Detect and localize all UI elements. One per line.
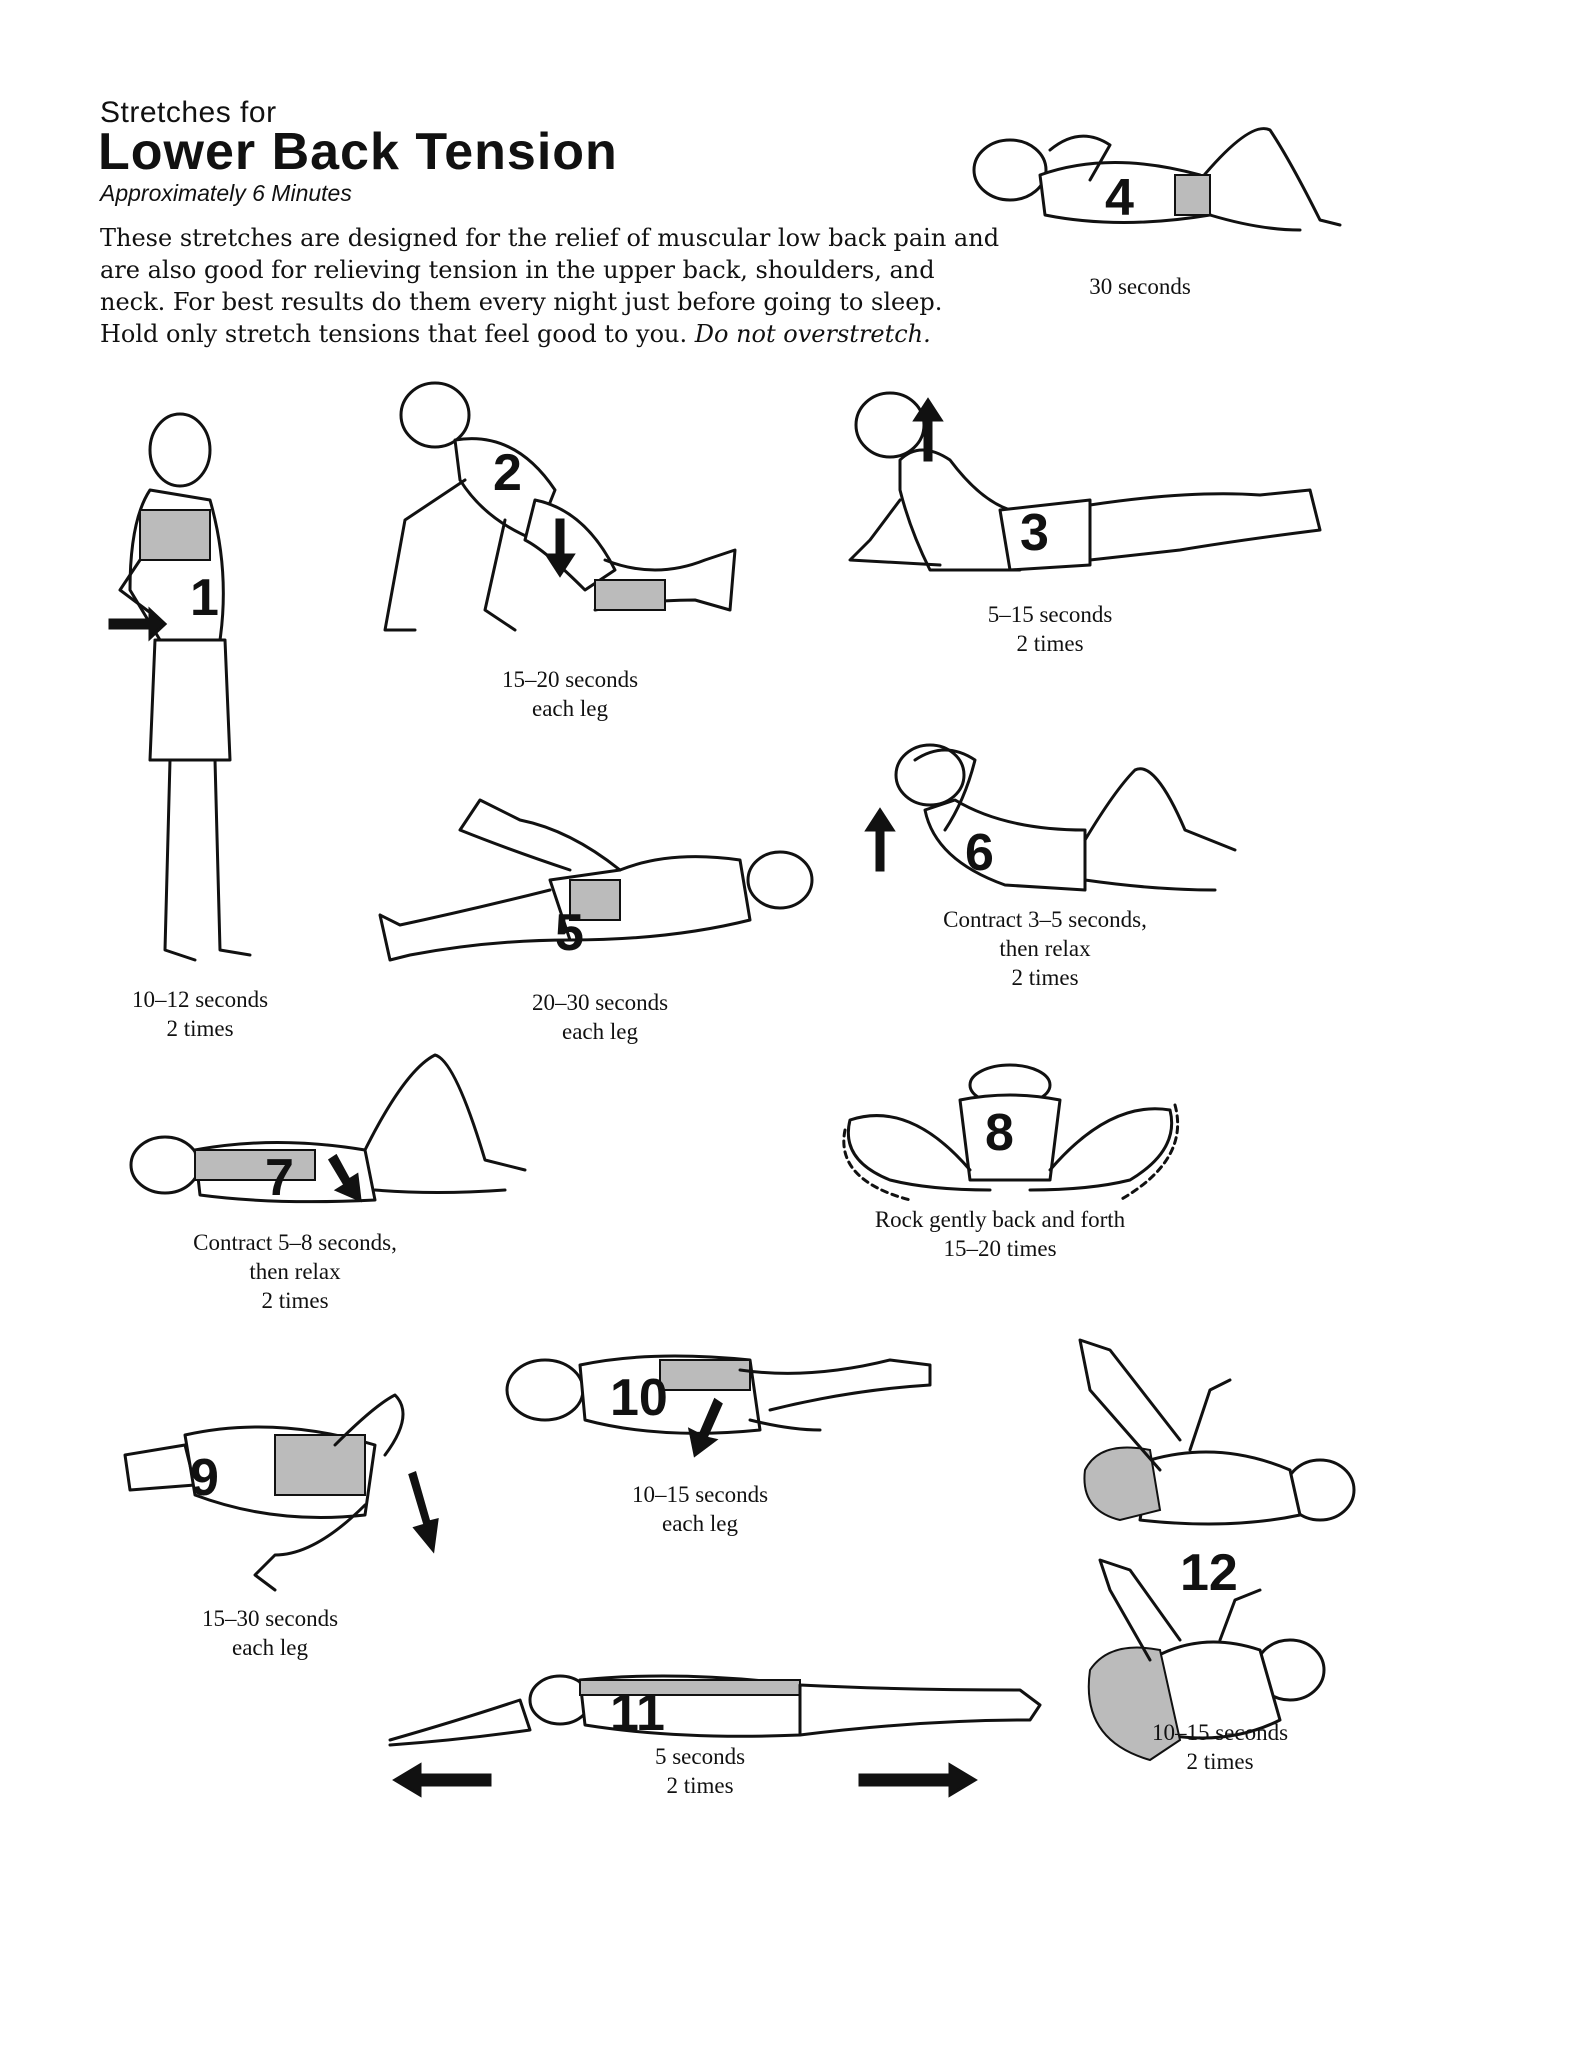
caption-line: 20–30 seconds <box>531 990 669 1015</box>
caption-line: 10–12 seconds <box>131 987 269 1012</box>
intro-emphasis: Do not overstretch. <box>694 320 931 348</box>
caption-line: 15–20 seconds <box>501 667 639 692</box>
caption-line: each leg <box>232 1635 308 1660</box>
stretch-number: 3 <box>1020 504 1049 562</box>
stretch-number: 5 <box>555 904 584 962</box>
stretch-3-caption <box>950 600 1150 658</box>
stretch-2-caption <box>460 665 680 723</box>
stretch-5-caption <box>490 988 710 1046</box>
caption-line: 15–20 times <box>943 1236 1057 1261</box>
stretch-7-illustration <box>125 1050 545 1210</box>
caption-line: 10–15 seconds <box>631 1482 769 1507</box>
caption-line: 15–30 seconds <box>201 1606 339 1631</box>
caption-line: each leg <box>562 1019 638 1044</box>
caption-line: 2 times <box>261 1288 329 1313</box>
stretch-9-caption <box>160 1604 380 1662</box>
caption-line: 30 seconds <box>1089 274 1191 299</box>
stretch-6-illustration <box>855 730 1255 900</box>
stretch-1-caption <box>100 985 300 1043</box>
caption-line: then relax <box>249 1259 341 1284</box>
stretch-9-illustration <box>115 1385 445 1595</box>
caption-line: Contract 5–8 seconds, <box>193 1230 397 1255</box>
stretch-number: 8 <box>985 1104 1014 1162</box>
intro-text: These stretches are designed for the relief of muscular low back pain and are also good for relieving tension in the upper back, shoulders, and neck. For best results do them every night just before going to sleep. Hold only stretch tensions that feel good to you. <box>100 224 1000 348</box>
stretch-number: 1 <box>190 569 219 627</box>
stretch-6-caption <box>920 905 1170 992</box>
caption-line: 2 times <box>166 1016 234 1041</box>
caption-line: 2 times <box>1186 1749 1254 1774</box>
stretch-10-illustration <box>490 1320 940 1460</box>
stretch-12-caption <box>1110 1718 1330 1776</box>
stretch-5-illustration <box>370 790 820 990</box>
caption-line: each leg <box>532 696 608 721</box>
stretch-7-caption <box>170 1228 420 1315</box>
stretch-8-caption <box>840 1205 1160 1263</box>
stretch-10-caption <box>600 1480 800 1538</box>
caption-line: 2 times <box>666 1773 734 1798</box>
stretch-8-illustration <box>830 1060 1190 1210</box>
page-title: Lower Back Tension <box>98 123 618 181</box>
stretch-number: 12 <box>1180 1544 1238 1602</box>
caption-line: 2 times <box>1016 631 1084 656</box>
stretch-3-illustration <box>840 380 1330 580</box>
header-kicker: Stretches for <box>100 96 277 129</box>
caption-line: Rock gently back and forth <box>874 1207 1126 1232</box>
stretch-11-caption <box>600 1742 800 1800</box>
caption-line: each leg <box>662 1511 738 1536</box>
stretch-number: 9 <box>190 1449 219 1507</box>
stretch-number: 4 <box>1105 169 1134 227</box>
stretch-number: 7 <box>265 1149 294 1207</box>
stretch-number: 6 <box>965 824 994 882</box>
caption-line: 10–15 seconds <box>1151 1720 1289 1745</box>
stretch-number: 10 <box>610 1369 668 1427</box>
caption-line: 5–15 seconds <box>987 602 1113 627</box>
stretch-4-caption <box>1040 272 1240 301</box>
caption-line: 5 seconds <box>654 1744 746 1769</box>
stretch-number: 2 <box>493 444 522 502</box>
stretch-2-illustration <box>375 380 755 660</box>
caption-line: Contract 3–5 seconds, <box>943 907 1147 932</box>
intro-paragraph <box>100 222 1000 350</box>
stretch-4-illustration <box>960 120 1360 270</box>
duration-subtitle: Approximately 6 Minutes <box>100 180 352 206</box>
stretch-1-illustration <box>100 410 270 980</box>
caption-line: then relax <box>999 936 1091 961</box>
stretch-number: 11 <box>610 1684 665 1742</box>
caption-line: 2 times <box>1011 965 1079 990</box>
